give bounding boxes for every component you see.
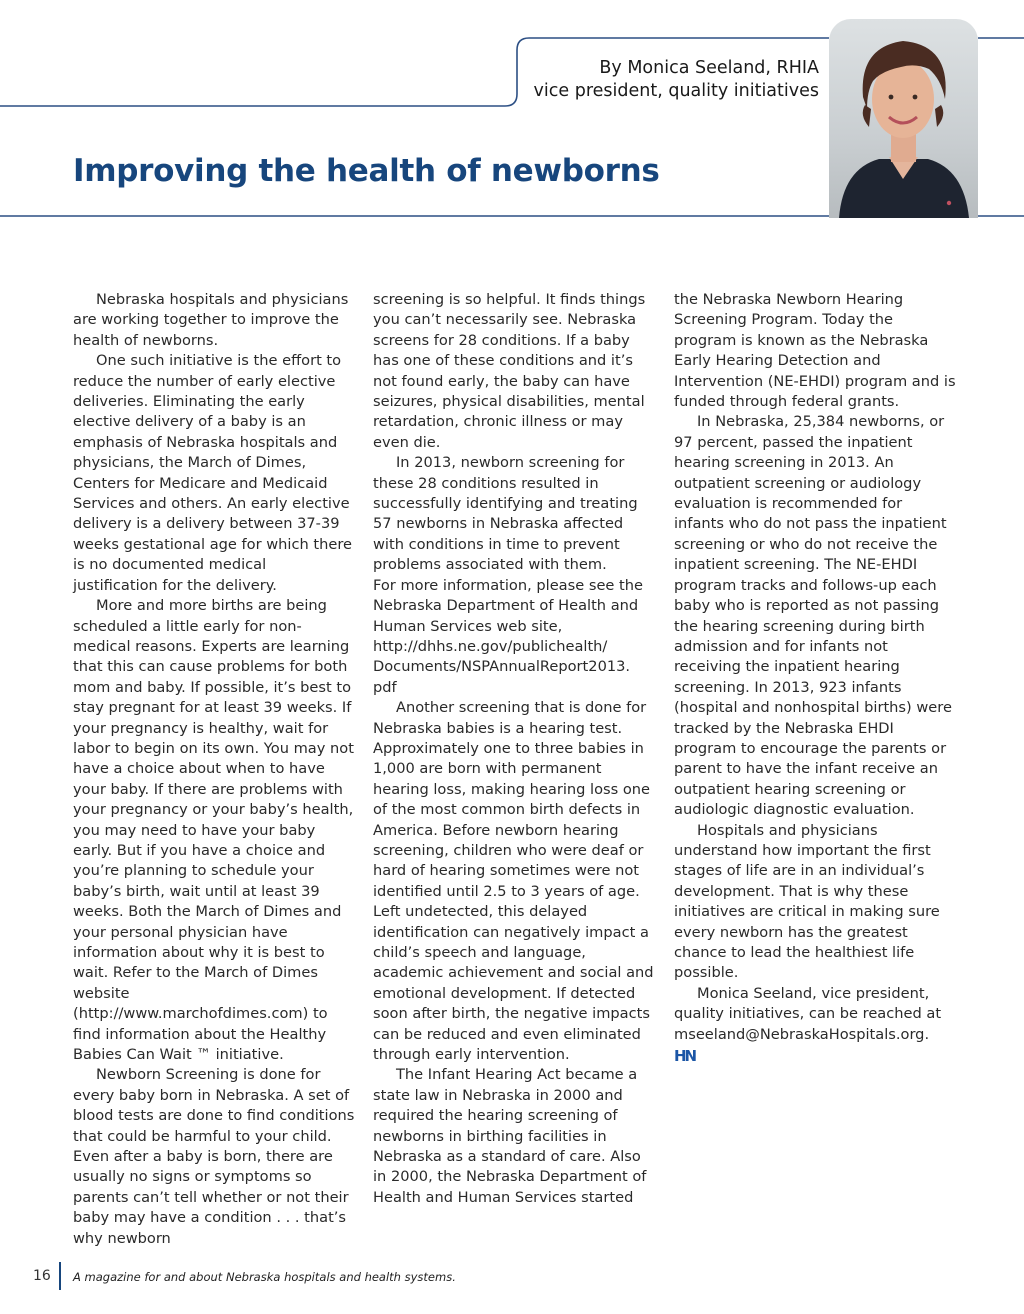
author-contact-paragraph: Monica Seeland, vice president, quality initiatives, can be reached at mseeland@NebraskaHospitals.org. [674, 984, 942, 1043]
paragraph: Hospitals and physicians understand how important the first stages of life are in an individual’s development. That is why these initiatives are critical in making sure every newborn has the greatest chance to lead the healthiest life possible. [674, 821, 940, 982]
paragraph: One such initiative is the effort to reduce the number of early elective deliveries. Eliminating the early elective delivery of a baby is an emphasis of Nebraska hospitals and physicians, the March of Dimes, Centers for Medicare and Medicaid Services and others. An early elective delivery is a delivery between 37-39 weeks gestational age for which there is no documented medical justification for the delivery. [73, 352, 352, 594]
paragraph: For more information, please see the Nebraska Department of Health and Human Services web site, http://dhhs.ne.gov/publichealth/ Documents/NSPAnnualReport2013. pdf [373, 576, 643, 696]
article-column-1 [73, 290, 355, 1249]
author-photo [829, 19, 978, 218]
article-column-2 [373, 290, 655, 1208]
article-title: Improving the health of newborns [73, 153, 660, 189]
page-number: 16 [33, 1268, 51, 1284]
end-mark-logo: HN [674, 1047, 696, 1066]
paragraph: More and more births are being scheduled a little early for non-medical reasons. Experts are learning that this can cause problems for both mom and baby. If possible, it’s best to stay pregnant for at least 39 weeks. If your pregnancy is healthy, wait for labor to begin on its own. You may not have a choice about when to have your baby. If there are problems with your pregnancy or your baby’s health, you may need to have your baby early. But if you have a choice and you’re planning to schedule your baby’s birth, wait until at least 39 weeks. Both the March of Dimes and your personal physician have information about why it is best to wait. Refer to the March of Dimes website (http://www.marchofdimes.com) to find information about the Healthy Babies Can Wait ™ initiative. [73, 597, 354, 1064]
paragraph: screening is so helpful. It finds things you can’t necessarily see. Nebraska screens for 28 conditions. If a baby has one of these conditions and it’s not found early, the baby can have seizures, physical disabilities, mental retardation, chronic illness or may even die. [373, 291, 646, 451]
magazine-tagline: A magazine for and about Nebraska hospitals and health systems. [73, 1270, 456, 1284]
paragraph: Newborn Screening is done for every baby born in Nebraska. A set of blood tests are done to find conditions that could be harmful to your child. Even after a baby is born, there are usually no signs or symptoms so parents can’t tell whether or not their baby may have a condition . . . that’s why newborn [73, 1066, 355, 1247]
author-name: By Monica Seeland, RHIA [599, 58, 819, 78]
article-column-3 [674, 290, 956, 1067]
paragraph: Another screening that is done for Nebraska babies is a hearing test. Approximately one to three babies in 1,000 are born with permanent hearing loss, making hearing loss one of the most common birth defects in America. Before newborn hearing screening, children who were deaf or hard of hearing sometimes were not identified until 2.5 to 3 years of age. Left undetected, this delayed identification can negatively impact a child’s speech and language, academic achievement and social and emotional development. If detected soon after birth, the negative impacts can be reduced and even eliminated through early intervention. [373, 699, 654, 1064]
author-portrait-illustration [829, 19, 978, 218]
author-byline [534, 57, 819, 103]
paragraph: In 2013, newborn screening for these 28 conditions resulted in successfully identifying and treating 57 newborns in Nebraska affected with conditions in time to prevent problems associated with them. [373, 454, 638, 574]
paragraph: the Nebraska Newborn Hearing Screening Program. Today the program is known as the Nebraska Early Hearing Detection and Intervention (NE-EHDI) program and is funded through federal grants. [674, 291, 956, 411]
paragraph: Nebraska hospitals and physicians are working together to improve the health of newborns. [73, 291, 349, 349]
paragraph: The Infant Hearing Act became a state law in Nebraska in 2000 and required the hearing screening of newborns in birthing facilities in Nebraska as a standard of care. Also in 2000, the Nebraska Department of Health and Human Services started [373, 1066, 647, 1206]
author-title: vice president, quality initiatives [533, 81, 819, 101]
footer-divider [59, 1262, 61, 1290]
paragraph: In Nebraska, 25,384 newborns, or 97 percent, passed the inpatient hearing screening in 2013. An outpatient screening or audiology evaluation is recommended for infants who do not pass the inpatient screening or who do not receive the inpatient screening. The NE-EHDI program tracks and follows-up each baby who is reported as not passing the hearing screening during birth admission and for infants not receiving the inpatient hearing screening. In 2013, 923 infants (hospital and nonhospital births) were tracked by the Nebraska EHDI program to encourage the parents or parent to have the infant receive an outpatient hearing screening or audiologic diagnostic evaluation. [674, 413, 952, 819]
